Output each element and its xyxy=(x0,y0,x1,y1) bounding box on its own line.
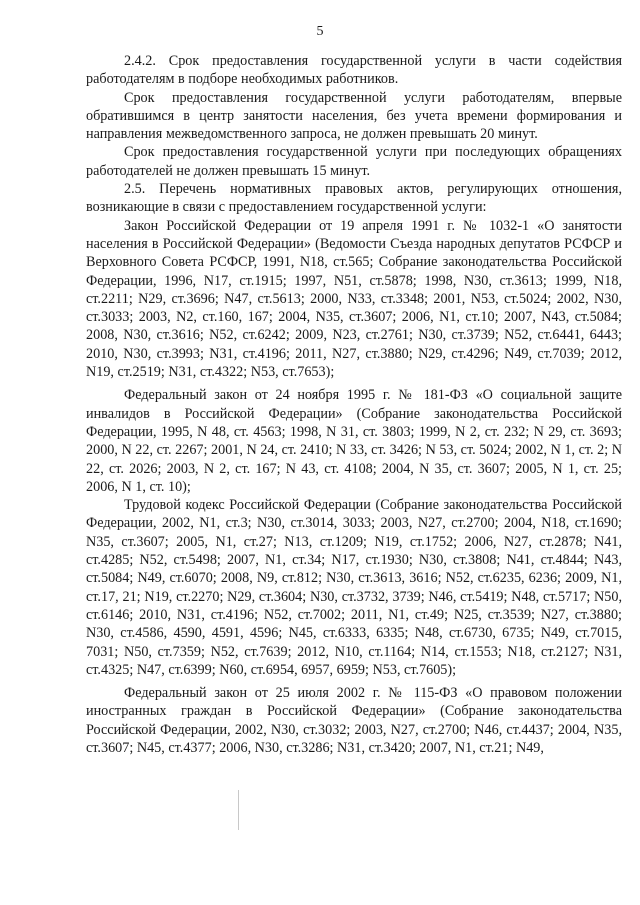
page-number: 5 xyxy=(316,24,324,39)
paragraph-term-first-request: Срок предоставления государственной услуги работодателям, впервые обратившимся в центр занятости населения, без учета времени формирования и направления межведомственного запроса, не должен превышать 20 минут. xyxy=(86,89,622,143)
paragraph-law-disabled: Федеральный закон от 24 ноября 1995 г. № 181-ФЗ «О социальной защите инвалидов в Российской Федерации» (Собрание законодательства Российской Федерации, 1995, N 48, ст. 4563; 1998, N 31, ст. 3803; 1999, N 2, ст. 232; N 29, ст. 3693; 2000, N 22, ст. 2267; 2001, N 24, ст. 2410; N 33, ст. 3426; N 53, ст. 5024; 2002, N 1, ст. 2; N 22, ст. 2026; 2003, N 2, ст. 167; N 43, ст. 4108; 2004, N 35, ст. 3607; 2005, N 1, ст. 25; 2006, N 1, ст. 10); xyxy=(86,387,622,495)
paragraph-2-5: 2.5. Перечень нормативных правовых актов, регулирующих отношения, возникающие в связи с предоставлением государственной услуги: xyxy=(86,181,622,216)
scan-artifact-line xyxy=(238,790,239,830)
paragraph-2-4-2: 2.4.2. Срок предоставления государственной услуги в части содействия работодателям в подборе необходимых работников. xyxy=(86,53,622,88)
paragraph-labor-code: Трудовой кодекс Российской Федерации (Собрание законодательства Российской Федерации, 2002, N1, ст.3; N30, ст.3014, 3033; 2003, N27, ст.2700; 2004, N18, ст.1690; N35, ст.3607; 2005, N1, ст.27; N13, ст.1209; N19, ст.1752; 2006, N27, ст.2878; N41, ст.4285; N52, ст.5498; 2007, N1, ст.34; N17, ст.1930; N30, ст.3808; N41, ст.4844; N43, ст.5084; N49, ст.6070; 2008, N9, ст.812; N30, ст.3613, 3616; N52, ст.6235, 6236; 2009, N1, ст.17, 21; N19, ст.2270; N29, ст.3604; N30, ст.3732, 3739; N46, ст.5419; N48, ст.5717; N50, ст.6146; 2010, N31, ст.4196; N52, ст.7002; 2011, N1, ст.49; N25, ст.3539; N27, ст.3880; N30, ст.4586, 4590, 4591, 4596; N45, ст.6333, 6335; N48, ст.6730, 6735; N49, ст.7015, 7031; N50, ст.7359; N52, ст.7639; 2012, N10, ст.1164; N14, ст.1553; N18, ст.2127; N31, ст.4325; N47, ст.6399; N60, ст.6954, 6957, 6959; N53, ст.7605); xyxy=(86,497,622,678)
paragraph-law-foreign-citizens: Федеральный закон от 25 июля 2002 г. № 115-ФЗ «О правовом положении иностранных граждан в Российской Федерации» (Собрание законодательства Российской Федерации, 2002, N30, ст.3032; 2003, N27, ст.2700; N46, ст.4437; 2004, N35, ст.3607; N45, ст.4377; 2006, N30, ст.3286; N31, ст.3420; 2007, N1, ст.21; N49, xyxy=(86,685,622,756)
document-body xyxy=(86,52,622,757)
paragraph-term-repeat-request: Срок предоставления государственной услуги при последующих обращениях работодателей не должен превышать 15 минут. xyxy=(86,144,622,179)
paragraph-law-employment: Закон Российской Федерации от 19 апреля 1991 г. № 1032-1 «О занятости населения в Российской Федерации» (Ведомости Съезда народных депутатов РСФСР и Верховного Совета РСФСР, 1991, N18, ст.565; Собрание законодательства Российской Федерации, 1996, N17, ст.1915; 1997, N51, ст.5878; 1998, N30, ст.3613; 1999, N18, ст.2211; N29, ст.3696; N47, ст.5613; 2000, N33, ст.3348; 2001, N53, ст.5024; 2002, N30, ст.3033; 2003, N2, ст.160, 167; 2004, N35, ст.3607; 2006, N1, ст.10; 2007, N43, ст.5084; 2008, N30, ст.3616; N52, ст.6242; 2009, N23, ст.2761; N30, ст.3739; N52, ст.6441, 6443; 2010, N30, ст.3993; N31, ст.4196; 2011, N27, ст.3880; N29, ст.4296; N49, ст.7039; 2012, N19, ст.2519; N31, ст.4322; N53, ст.7653); xyxy=(86,217,622,381)
